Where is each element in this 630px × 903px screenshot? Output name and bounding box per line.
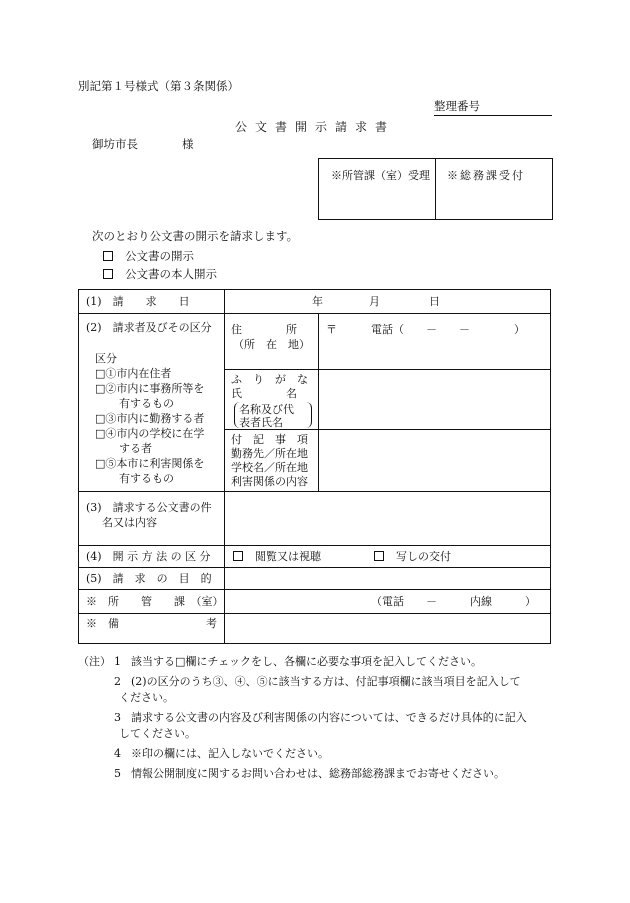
category-2[interactable]: □②市内に事務所等を: [95, 382, 205, 395]
note-text: 該当する□欄にチェックをし、各欄に必要な事項を記入してください。: [131, 655, 483, 668]
document-title: 公文書開示請求書: [234, 120, 395, 134]
remarks-label: ※ 備: [86, 617, 119, 630]
representative-label-2: 表者氏名: [239, 416, 283, 429]
row-divider: [78, 589, 551, 590]
notes-prefix: （注）: [78, 655, 111, 668]
category-5-cont: 有するもの: [119, 472, 174, 485]
note-text: (2)の区分のうち③、④、⑤に該当する方は、付記事項欄に該当項目を記入して: [131, 675, 521, 688]
responsible-department-label: ※ 所 管 課 （室）: [86, 595, 224, 608]
row-divider: [224, 429, 551, 430]
addressee: 御坊市長: [92, 137, 138, 151]
day-label[interactable]: 日: [429, 295, 440, 308]
month-label[interactable]: 月: [369, 295, 380, 308]
note-text: ※印の欄には、記入しないでください。: [131, 747, 329, 760]
general-affairs-receipt-label: ※総務課受付: [447, 169, 525, 182]
furigana-label: ふ り が な: [231, 373, 308, 386]
table-border: [78, 643, 551, 644]
remarks-label-end: 考: [206, 617, 217, 630]
postal-mark[interactable]: 〒: [326, 323, 337, 336]
representative-label-1: 名称及び代: [239, 403, 294, 416]
reception-stamp-box: [318, 158, 553, 220]
notes-label-2: 勤務先／所在地: [231, 447, 308, 460]
document-subject-label-cont: 名又は内容: [102, 516, 157, 529]
requester-category-label: (2) 請求者及びその区分: [86, 321, 212, 334]
method-option-label: 閲覧又は視聴: [255, 550, 321, 563]
year-label[interactable]: 年: [312, 295, 323, 308]
category-5[interactable]: □⑤本市に利害関係を: [95, 457, 205, 470]
department-phone[interactable]: （電話 － 内線 ）: [371, 595, 536, 608]
category-title: 区分: [95, 352, 117, 365]
note-text: 情報公開制度に関するお問い合わせは、総務部総務課までお寄せください。: [131, 767, 505, 780]
row-divider: [224, 369, 551, 370]
category-4-cont: する者: [119, 442, 152, 455]
category-1[interactable]: □①市内在住者: [95, 367, 172, 380]
addressee-suffix: 様: [182, 137, 194, 151]
note-number: 1: [114, 655, 121, 668]
method-option-copy[interactable]: [374, 551, 451, 562]
row-divider: [78, 491, 551, 492]
option-personal-disclosure[interactable]: [103, 266, 217, 282]
note-number: 2: [114, 675, 121, 688]
notes-label-3: 学校名／所在地: [231, 461, 308, 474]
note-text-cont: ください。: [119, 691, 174, 704]
option-label: 公文書の開示: [125, 249, 194, 263]
notes-label-1: 付 記 事 項: [231, 433, 308, 446]
option-label: 公文書の本人開示: [125, 267, 217, 281]
method-option-label: 写しの交付: [396, 550, 451, 563]
serial-number-field[interactable]: 整理番号: [434, 101, 552, 116]
checkbox[interactable]: [103, 251, 113, 261]
table-border: [550, 289, 551, 644]
checkbox[interactable]: [233, 551, 243, 561]
table-border: [78, 289, 551, 290]
checkbox[interactable]: [103, 269, 113, 279]
form-number-label: 別記第１号様式（第３条関係）: [78, 79, 239, 93]
table-column-divider: [224, 289, 225, 644]
row-divider: [78, 613, 551, 614]
note-number: 3: [114, 711, 121, 724]
category-3[interactable]: □③市内に勤務する者: [95, 412, 205, 425]
note-number: 4: [114, 747, 121, 760]
department-receipt-label: ※所管課（室）受理: [331, 169, 430, 182]
checkbox[interactable]: [374, 551, 384, 561]
note-number: 5: [114, 767, 121, 780]
intro-text: 次のとおり公文書の開示を請求します。: [92, 229, 299, 243]
category-4[interactable]: □④市内の学校に在学: [95, 427, 205, 440]
note-text: 請求する公文書の内容及び利害関係の内容については、できるだけ具体的に記入: [131, 711, 527, 724]
document-subject-label: (3) 請求する公文書の件: [86, 501, 212, 514]
request-date-label: (1) 請 求 日: [86, 295, 190, 308]
notes-label-4: 利害関係の内容: [231, 475, 308, 488]
row-divider: [78, 567, 551, 568]
request-purpose-label: (5) 請 求 の 目 的: [86, 572, 212, 585]
request-table: [78, 289, 551, 644]
option-disclosure[interactable]: [103, 248, 194, 264]
disclosure-method-label: (4) 開 示 方 法 の 区 分: [86, 550, 211, 563]
address-sub-label: （所 在 地）: [233, 338, 310, 351]
address-label: 住 所: [231, 323, 297, 336]
table-border: [78, 289, 79, 644]
method-option-view[interactable]: [233, 551, 321, 562]
phone-label[interactable]: 電話（ － － ）: [371, 323, 525, 336]
row-divider: [78, 545, 551, 546]
note-text-cont: してください。: [119, 727, 196, 740]
row-divider: [78, 313, 551, 314]
stamp-box-divider: [435, 159, 436, 219]
category-2-cont: 有するもの: [119, 397, 174, 410]
table-column-divider: [318, 313, 319, 491]
name-label: 氏 名: [231, 387, 297, 400]
